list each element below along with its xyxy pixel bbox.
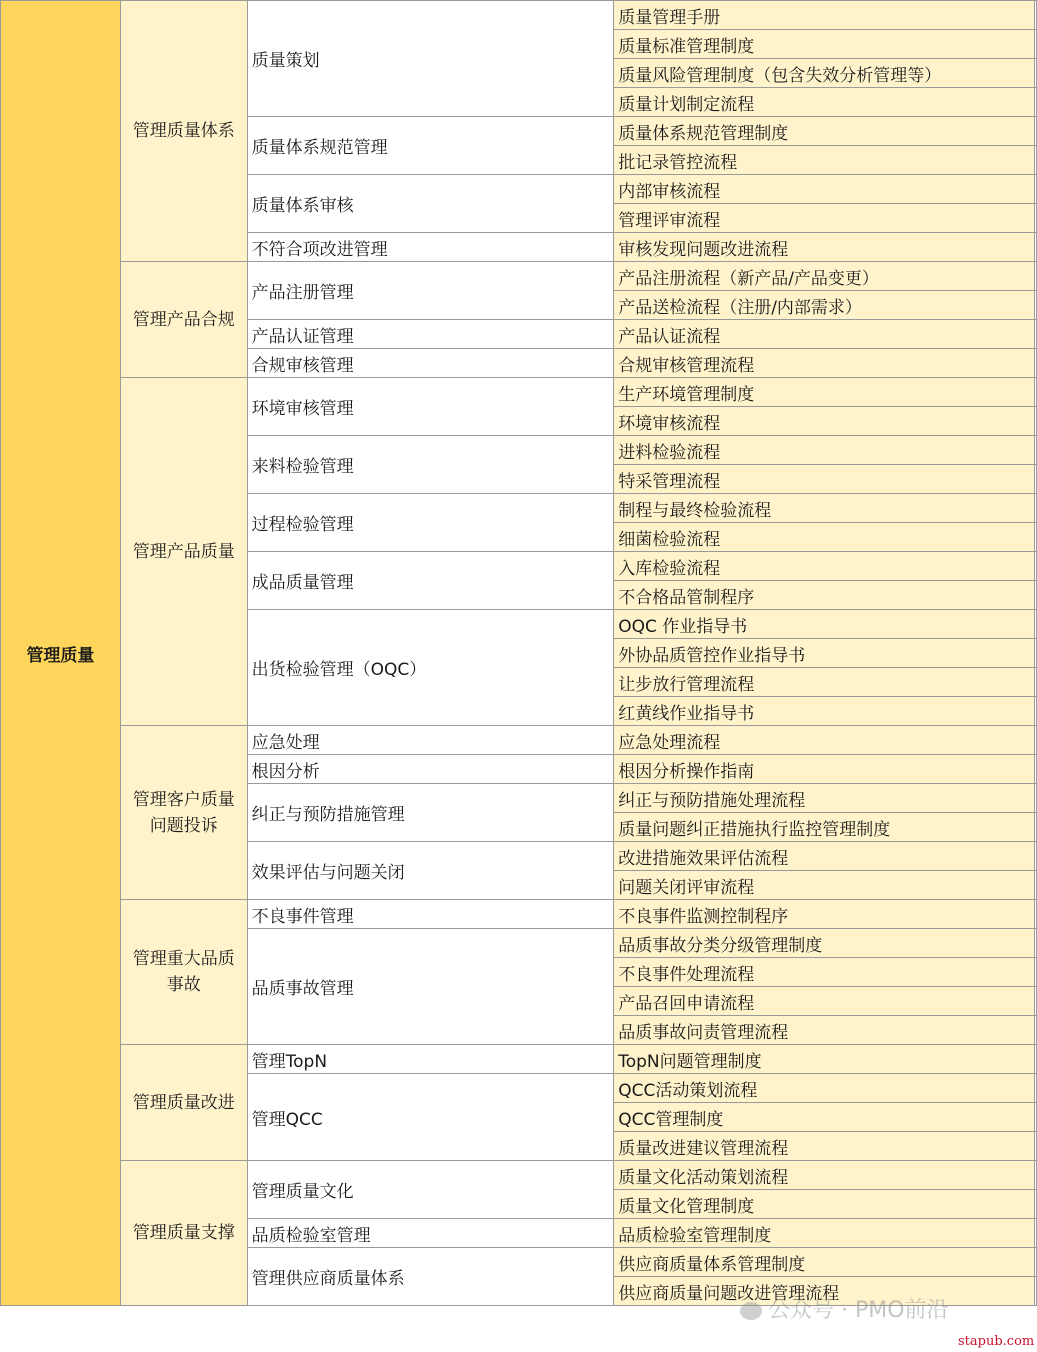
level3-cell: 出货检验管理（OQC）: [247, 610, 614, 726]
level2-cell: 管理重大品质事故: [120, 900, 247, 1045]
table-edge: [1034, 610, 1036, 639]
table-edge: [1034, 987, 1036, 1016]
table-edge: [1034, 1190, 1036, 1219]
level2-cell: 管理质量改进: [120, 1045, 247, 1161]
watermark: [740, 1293, 949, 1324]
table-edge: [1034, 1016, 1036, 1045]
table-edge: [1034, 1219, 1036, 1248]
process-cell: 质量标准管理制度: [614, 30, 1035, 59]
table-row: [1, 1161, 1037, 1190]
level3-cell: 环境审核管理: [247, 378, 614, 436]
table-edge: [1034, 581, 1036, 610]
process-cell: 合规审核管理流程: [614, 349, 1035, 378]
level3-cell: 品质事故管理: [247, 929, 614, 1045]
level3-cell: 根因分析: [247, 755, 614, 784]
level3-cell: 管理供应商质量体系: [247, 1248, 614, 1306]
process-cell: 质量体系规范管理制度: [614, 117, 1035, 146]
level2-cell: 管理质量体系: [120, 1, 247, 262]
root-category-cell: 管理质量: [1, 1, 121, 1306]
process-cell: 内部审核流程: [614, 175, 1035, 204]
process-cell: 质量文化活动策划流程: [614, 1161, 1035, 1190]
table-edge: [1034, 204, 1036, 233]
table-row: [1, 726, 1037, 755]
process-cell: 让步放行管理流程: [614, 668, 1035, 697]
process-cell: 批记录管控流程: [614, 146, 1035, 175]
table-edge: [1034, 88, 1036, 117]
process-cell: 制程与最终检验流程: [614, 494, 1035, 523]
watermark-text: 公众号 · PMO前沿: [768, 1298, 949, 1323]
level3-cell: 应急处理: [247, 726, 614, 755]
process-cell: 红黄线作业指导书: [614, 697, 1035, 726]
process-cell: 管理评审流程: [614, 204, 1035, 233]
process-cell: 不合格品管制程序: [614, 581, 1035, 610]
process-cell: 外协品质管控作业指导书: [614, 639, 1035, 668]
table-edge: [1034, 668, 1036, 697]
table-edge: [1034, 697, 1036, 726]
process-cell: 品质检验室管理制度: [614, 1219, 1035, 1248]
process-cell: 产品召回申请流程: [614, 987, 1035, 1016]
process-cell: OQC 作业指导书: [614, 610, 1035, 639]
level3-cell: 合规审核管理: [247, 349, 614, 378]
process-cell: 供应商质量问题改进管理流程: [614, 1277, 1035, 1306]
table-edge: [1034, 407, 1036, 436]
table-edge: [1034, 1045, 1036, 1074]
process-cell: 进料检验流程: [614, 436, 1035, 465]
level3-cell: 纠正与预防措施管理: [247, 784, 614, 842]
process-cell: 环境审核流程: [614, 407, 1035, 436]
table-edge: [1034, 494, 1036, 523]
level3-cell: 品质检验室管理: [247, 1219, 614, 1248]
table-edge: [1034, 262, 1036, 291]
table-edge: [1034, 784, 1036, 813]
table-edge: [1034, 900, 1036, 929]
process-cell: 供应商质量体系管理制度: [614, 1248, 1035, 1277]
process-cell: QCC活动策划流程: [614, 1074, 1035, 1103]
table-edge: [1034, 349, 1036, 378]
process-cell: 改进措施效果评估流程: [614, 842, 1035, 871]
level2-cell: 管理客户质量问题投诉: [120, 726, 247, 900]
process-cell: 质量问题纠正措施执行监控管理制度: [614, 813, 1035, 842]
process-cell: 细菌检验流程: [614, 523, 1035, 552]
table-edge: [1034, 117, 1036, 146]
table-edge: [1034, 726, 1036, 755]
level2-cell: 管理产品质量: [120, 378, 247, 726]
table-edge: [1034, 929, 1036, 958]
process-cell: TopN问题管理制度: [614, 1045, 1035, 1074]
level3-cell: 效果评估与问题关闭: [247, 842, 614, 900]
level3-cell: 质量体系审核: [247, 175, 614, 233]
process-cell: 纠正与预防措施处理流程: [614, 784, 1035, 813]
level3-cell: 过程检验管理: [247, 494, 614, 552]
process-cell: 质量文化管理制度: [614, 1190, 1035, 1219]
level3-cell: 产品认证管理: [247, 320, 614, 349]
table-edge: [1034, 1074, 1036, 1103]
wechat-icon: [740, 1302, 762, 1320]
source-label: stapub.com: [958, 1334, 1035, 1349]
level3-cell: 不符合项改进管理: [247, 233, 614, 262]
table-edge: [1034, 465, 1036, 494]
table-edge: [1034, 378, 1036, 407]
process-cell: 入库检验流程: [614, 552, 1035, 581]
process-cell: 特采管理流程: [614, 465, 1035, 494]
process-cell: 质量改进建议管理流程: [614, 1132, 1035, 1161]
process-cell: 生产环境管理制度: [614, 378, 1035, 407]
process-cell: 品质事故问责管理流程: [614, 1016, 1035, 1045]
level3-cell: 不良事件管理: [247, 900, 614, 929]
level3-cell: 成品质量管理: [247, 552, 614, 610]
level3-cell: 质量体系规范管理: [247, 117, 614, 175]
table-edge: [1034, 842, 1036, 871]
table-edge: [1034, 813, 1036, 842]
table-edge: [1034, 291, 1036, 320]
process-cell: 品质事故分类分级管理制度: [614, 929, 1035, 958]
table-edge: [1034, 958, 1036, 987]
process-cell: QCC管理制度: [614, 1103, 1035, 1132]
level3-cell: 产品注册管理: [247, 262, 614, 320]
table-edge: [1034, 552, 1036, 581]
table-edge: [1034, 436, 1036, 465]
process-cell: 产品送检流程（注册/内部需求）: [614, 291, 1035, 320]
table-row: [1, 262, 1037, 291]
table-edge: [1034, 59, 1036, 88]
level3-cell: 质量策划: [247, 1, 614, 117]
level3-cell: 管理质量文化: [247, 1161, 614, 1219]
process-cell: 不良事件监测控制程序: [614, 900, 1035, 929]
process-cell: 不良事件处理流程: [614, 958, 1035, 987]
table-edge: [1034, 523, 1036, 552]
process-cell: 审核发现问题改进流程: [614, 233, 1035, 262]
table-edge: [1034, 755, 1036, 784]
level3-cell: 管理TopN: [247, 1045, 614, 1074]
table-edge: [1034, 175, 1036, 204]
process-cell: 质量计划制定流程: [614, 88, 1035, 117]
table-edge: [1034, 30, 1036, 59]
table-edge: [1034, 1, 1036, 30]
table-edge: [1034, 1132, 1036, 1161]
table-row: [1, 1, 1037, 30]
table-edge: [1034, 1103, 1036, 1132]
table-row: [1, 900, 1037, 929]
table-edge: [1034, 1248, 1036, 1277]
process-cell: 质量风险管理制度（包含失效分析管理等）: [614, 59, 1035, 88]
level2-cell: 管理产品合规: [120, 262, 247, 378]
table-edge: [1034, 146, 1036, 175]
table-edge: [1034, 1161, 1036, 1190]
process-cell: 产品认证流程: [614, 320, 1035, 349]
table-edge: [1034, 1277, 1036, 1306]
table-row: [1, 1045, 1037, 1074]
level3-cell: 管理QCC: [247, 1074, 614, 1161]
process-cell: 质量管理手册: [614, 1, 1035, 30]
table-edge: [1034, 320, 1036, 349]
table-row: [1, 378, 1037, 407]
table-edge: [1034, 639, 1036, 668]
process-cell: 产品注册流程（新产品/产品变更）: [614, 262, 1035, 291]
process-cell: 根因分析操作指南: [614, 755, 1035, 784]
table-edge: [1034, 233, 1036, 262]
level3-cell: 来料检验管理: [247, 436, 614, 494]
level2-cell: 管理质量支撑: [120, 1161, 247, 1306]
process-cell: 应急处理流程: [614, 726, 1035, 755]
process-cell: 问题关闭评审流程: [614, 871, 1035, 900]
table-edge: [1034, 871, 1036, 900]
